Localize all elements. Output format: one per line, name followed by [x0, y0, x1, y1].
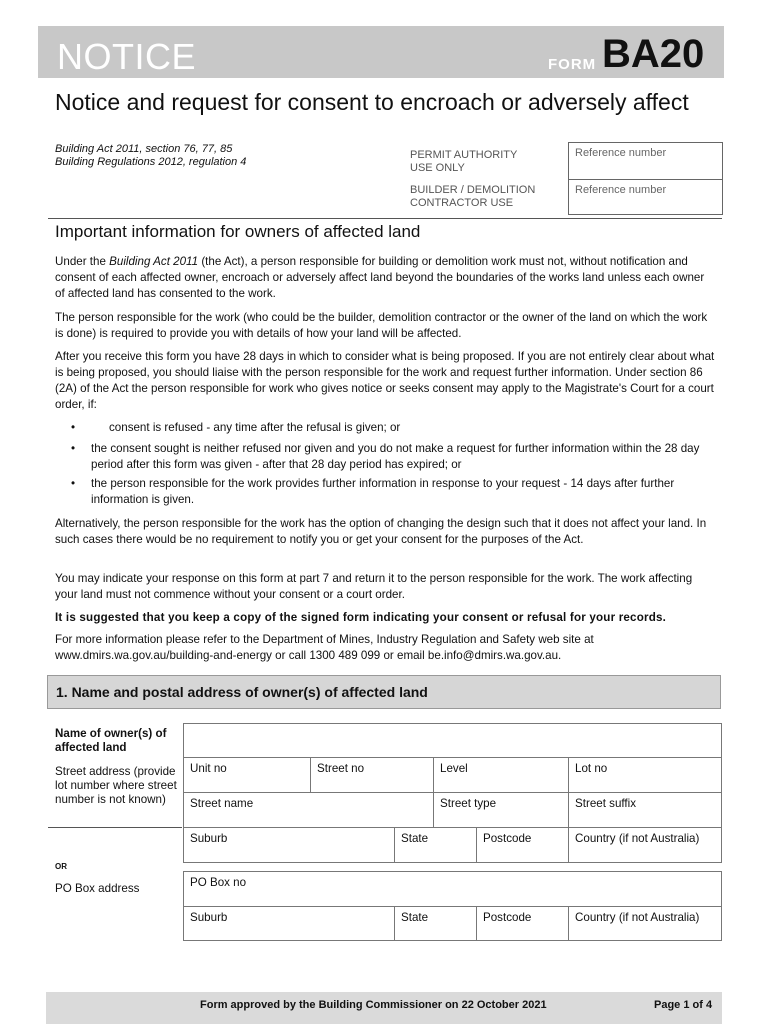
- info-paragraph-4: Alternatively, the person responsible for the work has the option of changing the design such that it does not affect your land. In such cases there would be no requirement to notify you or get your consent for the purposes of the Act.: [55, 517, 707, 546]
- postcode-field[interactable]: Postcode: [476, 827, 569, 863]
- bullet-item: • consent is refused - any time after the refusal is given; or: [71, 421, 401, 434]
- info-paragraph-7: For more information please refer to the Department of Mines, Industry Regulation and Safety web site at www.dmirs.wa.gov.au/building-and-energy or call 1300 489 099 or email be.info@dmirs.wa.gov.au.: [55, 633, 594, 662]
- info-paragraph-2: The person responsible for the work (who could be the builder, demolition contractor or the owner of the land on which the work is done) is required to provide you with details of how your land will be affected.: [55, 311, 708, 340]
- po-box-label: PO Box address: [55, 882, 140, 895]
- suburb-field[interactable]: Suburb: [183, 827, 395, 863]
- info-paragraph-3: After you receive this form you have 28 days in which to consider what is being proposed. If you are not entirely clear about what is being proposed, you should liaise with the person responsible for the work and request further information. Under section 86 (2A) of the Act the person responsible for work who gives notice or seeks consent may apply to the Magistrate's Court for a court order, if:: [55, 350, 715, 411]
- reference-box: [568, 142, 723, 215]
- subtitle-act: Building Act 2011, section 76, 77, 85: [55, 143, 233, 155]
- po-suburb-field[interactable]: Suburb: [183, 906, 395, 941]
- po-state-field[interactable]: State: [394, 906, 477, 941]
- street-address-label: Street address (provide lot number where street number is not known): [55, 765, 177, 806]
- permit-authority-label: PERMIT AUTHORITY USE ONLY: [410, 149, 518, 174]
- form-label: FORM: [548, 56, 597, 73]
- permit-reference-field[interactable]: Reference number: [575, 147, 667, 159]
- state-field[interactable]: State: [394, 827, 477, 863]
- street-name-field[interactable]: Street name: [183, 792, 434, 828]
- info-paragraph-5: You may indicate your response on this form at part 7 and return it to the person responsible for the work. The work affecting your land must not commence without your consent or a court order.: [55, 572, 693, 601]
- or-label: OR: [55, 862, 67, 871]
- section-1-title: 1. Name and postal address of owner(s) of affected land: [56, 684, 428, 700]
- info-heading: Important information for owners of affected land: [55, 222, 421, 241]
- label-divider: [48, 827, 182, 828]
- street-suffix-field[interactable]: Street suffix: [568, 792, 722, 828]
- lot-no-field[interactable]: Lot no: [568, 757, 722, 793]
- bullet-item: • the person responsible for the work provides further information in response to your request - 14 days after further information is given.: [71, 477, 675, 506]
- notice-heading: NOTICE: [57, 36, 197, 77]
- info-paragraph-6: It is suggested that you keep a copy of the signed form indicating your consent or refusal for your records.: [55, 611, 667, 624]
- country-field[interactable]: Country (if not Australia): [568, 827, 722, 863]
- info-paragraph-1: Under the Building Act 2011 (the Act), a person responsible for building or demolition work must not, without notification and consent of each affected owner, encroach or adversely affect land beyond the boundaries of the works land unless each owner of affected land has consented to the work.: [55, 255, 705, 300]
- street-type-field[interactable]: Street type: [433, 792, 569, 828]
- footer-approval: Form approved by the Building Commissioner on 22 October 2021: [200, 999, 547, 1011]
- po-country-field[interactable]: Country (if not Australia): [568, 906, 722, 941]
- builder-reference-field[interactable]: Reference number: [569, 179, 722, 214]
- bullet-item: • the consent sought is neither refused nor given and you do not make a request for further information within the 28 day period after this form was given - after that 28 day period has expired; or: [71, 442, 700, 471]
- builder-contractor-label: BUILDER / DEMOLITION CONTRACTOR USE: [410, 184, 536, 209]
- form-code: BA20: [602, 32, 705, 76]
- unit-no-field[interactable]: Unit no: [183, 757, 311, 793]
- page-title: Notice and request for consent to encroach or adversely affect: [55, 89, 689, 115]
- owner-name-field[interactable]: [183, 723, 722, 758]
- level-field[interactable]: Level: [433, 757, 569, 793]
- subtitle-regulations: Building Regulations 2012, regulation 4: [55, 156, 247, 168]
- po-box-no-field[interactable]: PO Box no: [183, 871, 722, 907]
- street-no-field[interactable]: Street no: [310, 757, 434, 793]
- owner-name-label: Name of owner(s) of affected land: [55, 727, 167, 754]
- divider: [48, 218, 722, 219]
- page-number: Page 1 of 4: [654, 999, 713, 1011]
- po-postcode-field[interactable]: Postcode: [476, 906, 569, 941]
- section-1-header: [47, 675, 721, 709]
